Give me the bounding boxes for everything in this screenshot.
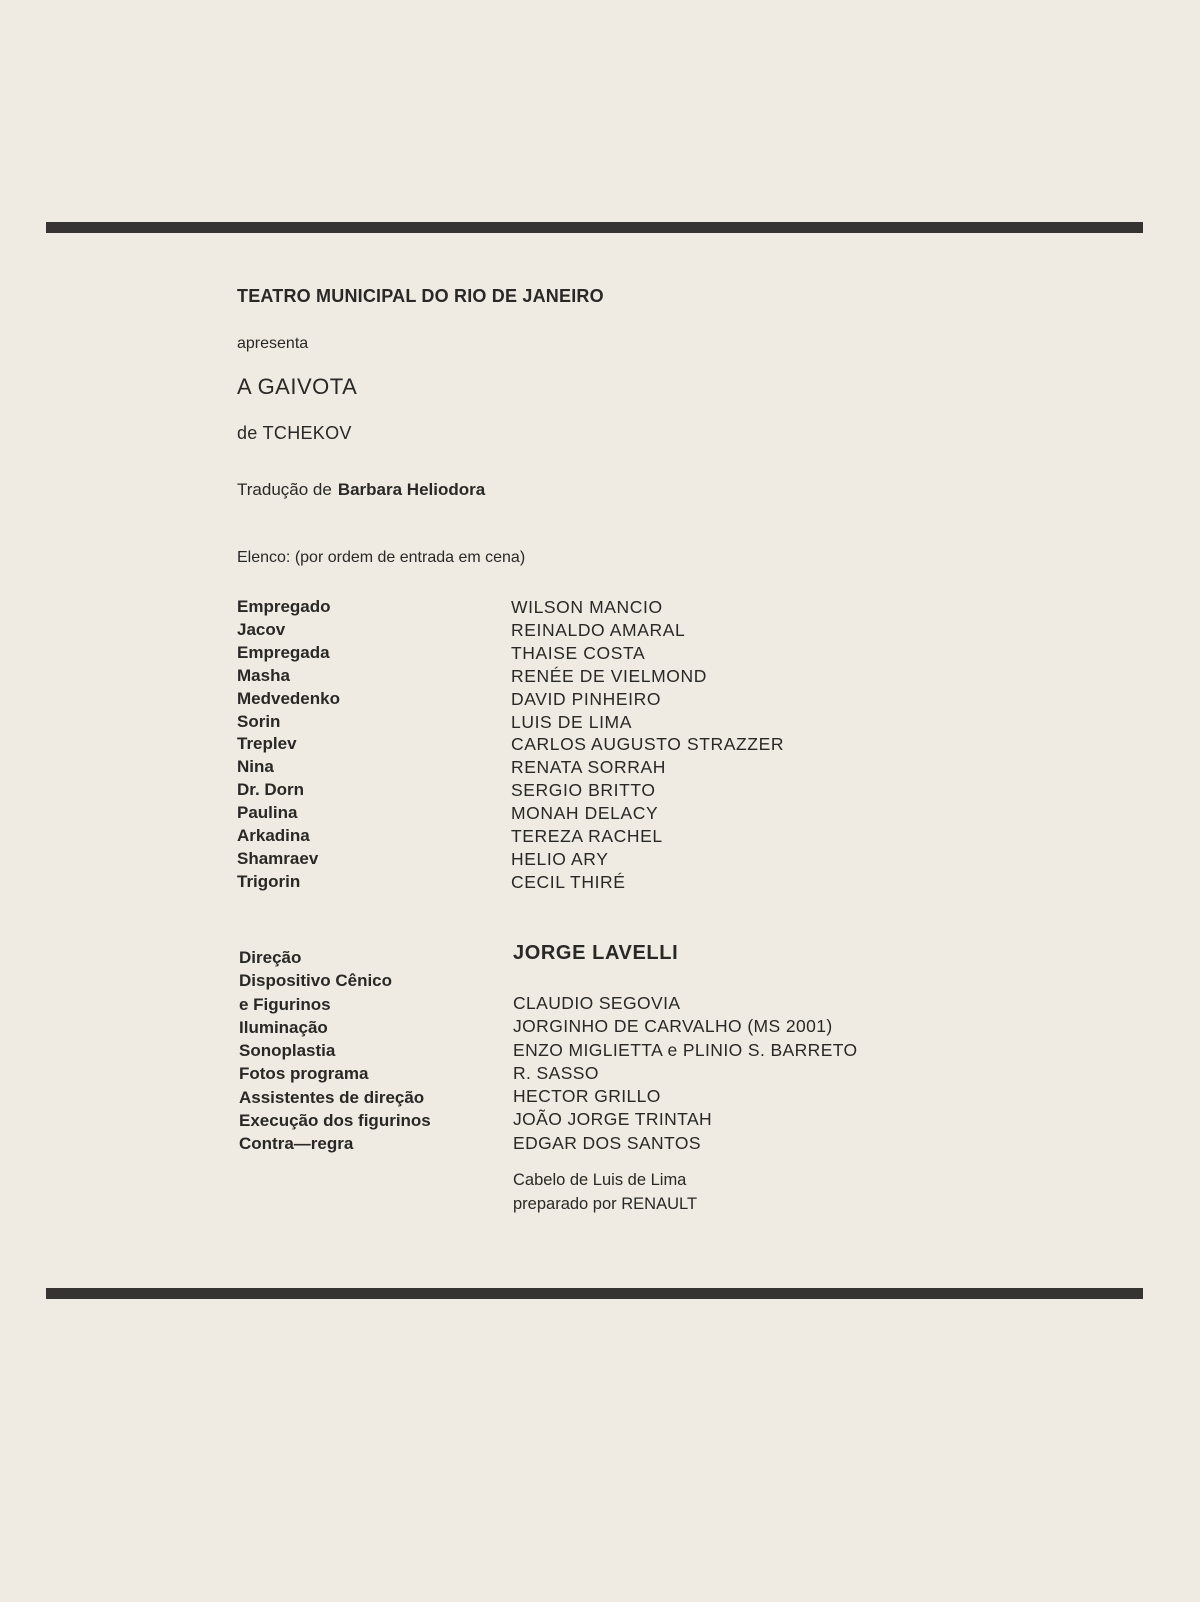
credit-name: ENZO MIGLIETTA e PLINIO S. BARRETO xyxy=(513,1039,858,1060)
credit-role: Contra—regra xyxy=(239,1134,354,1154)
cast-actor: MONAH DELACY xyxy=(511,803,659,824)
author-line: de TCHEKOV xyxy=(237,423,352,443)
credit-role: Dispositivo Cênico xyxy=(239,971,393,991)
cast-actors-column xyxy=(511,596,784,894)
cast-role: Medvedenko xyxy=(237,688,340,708)
cast-actor: SERGIO BRITTO xyxy=(511,780,656,801)
presents-text: apresenta xyxy=(237,335,309,352)
credit-role: Fotos programa xyxy=(239,1064,369,1084)
credit-role: Iluminação xyxy=(239,1017,328,1037)
translation-prefix: Tradução de xyxy=(237,480,332,499)
cast-role: Treplev xyxy=(237,734,297,754)
director-name: JORGE LAVELLI xyxy=(513,942,679,964)
cast-actor: TEREZA RACHEL xyxy=(511,826,663,847)
credit-name: EDGAR DOS SANTOS xyxy=(513,1132,701,1153)
cast-role: Paulina xyxy=(237,803,298,823)
credit-name: JOÃO JORGE TRINTAH xyxy=(513,1109,713,1130)
cast-actor: REINALDO AMARAL xyxy=(511,619,686,640)
credit-role: Execução dos figurinos xyxy=(239,1111,431,1131)
credit-role: Sonoplastia xyxy=(239,1041,336,1061)
credit-name: CLAUDIO SEGOVIA xyxy=(513,993,681,1013)
cast-role: Dr. Dorn xyxy=(237,780,305,800)
hair-credit-line: Cabelo de Luis de Lima xyxy=(513,1171,687,1189)
cast-actor: LUIS DE LIMA xyxy=(511,711,632,732)
credit-roles-column xyxy=(239,946,431,1156)
cast-actor: CARLOS AUGUSTO STRAZZER xyxy=(511,734,785,755)
credit-name: HECTOR GRILLO xyxy=(513,1086,661,1107)
cast-role: Shamraev xyxy=(237,848,319,868)
cast-actor: RENÉE DE VIELMOND xyxy=(511,665,707,686)
bottom-rule xyxy=(46,1288,1143,1299)
cast-actor: DAVID PINHEIRO xyxy=(511,688,662,709)
cast-role: Nina xyxy=(237,757,274,777)
cast-heading: Elenco: (por ordem de entrada em cena) xyxy=(237,549,526,566)
play-title: A GAIVOTA xyxy=(237,374,358,399)
presenter: TEATRO MUNICIPAL DO RIO DE JANEIRO xyxy=(237,286,604,306)
credit-name: R. SASSO xyxy=(513,1062,599,1083)
translator-name: Barbara Heliodora xyxy=(337,480,486,499)
top-rule xyxy=(46,222,1143,233)
hair-credit xyxy=(513,1168,697,1216)
cast-role: Trigorin xyxy=(237,871,301,891)
cast-role: Empregado xyxy=(237,597,331,616)
cast-actor: HELIO ARY xyxy=(511,848,609,869)
cast-role: Arkadina xyxy=(237,826,310,846)
cast-actor: WILSON MANCIO xyxy=(511,597,663,617)
credit-name: JORGINHO DE CARVALHO (MS 2001) xyxy=(513,1016,833,1037)
credit-names-column xyxy=(513,992,858,1155)
credit-role: Direção xyxy=(239,948,302,967)
cast-role: Jacov xyxy=(237,619,286,639)
translation-line xyxy=(237,480,485,500)
hair-credit-line: preparado por RENAULT xyxy=(513,1195,698,1213)
cast-role: Sorin xyxy=(237,711,281,731)
cast-roles-column xyxy=(237,596,340,894)
cast-actor: CECIL THIRÉ xyxy=(511,871,626,892)
cast-actor: THAISE COSTA xyxy=(511,642,646,663)
cast-role: Masha xyxy=(237,665,290,685)
credit-role: Assistentes de direção xyxy=(239,1087,425,1107)
cast-role: Empregada xyxy=(237,642,330,662)
cast-actor: RENATA SORRAH xyxy=(511,757,666,778)
credit-role: e Figurinos xyxy=(239,994,331,1014)
